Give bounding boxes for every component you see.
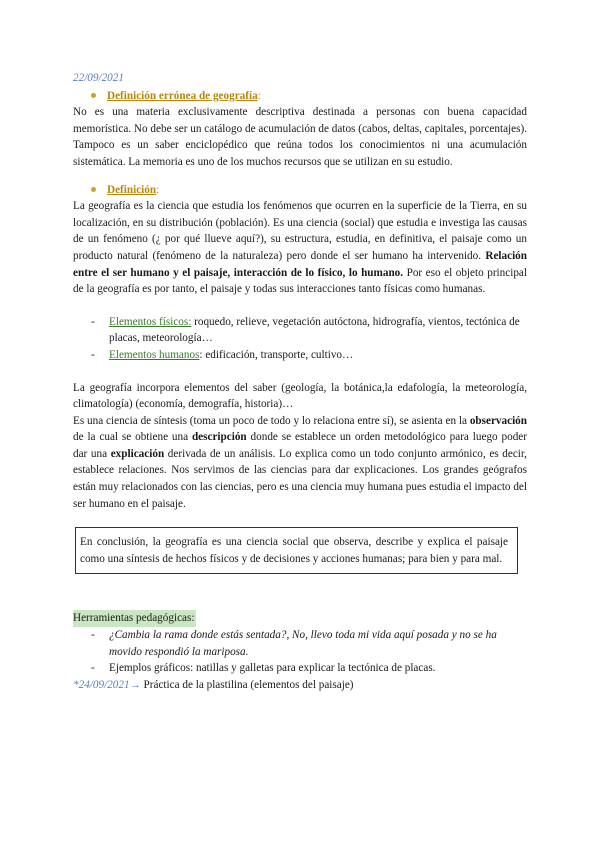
- conclusion-box: [75, 527, 518, 574]
- definition-bold-text: Relación entre el ser humano y el paisaje, interacción de lo físico, lo humano.: [73, 249, 527, 279]
- synthesis-paragraph: [73, 413, 527, 513]
- note-text: Práctica de la plastilina (elementos del paisaje): [140, 678, 354, 691]
- wrong-definition-paragraph: No es una materia exclusivamente descriptiva destinada a personas con buena capacidad memorística. No debe ser un catálogo de acumulación de datos (cabos, deltas, capitales, porcentajes). Tampoco es un saber enciclopédico que reúna todos los conocimientos ni una acumulación sistemática. La memoria es uno de los muchos recursos que se utilizan en su estudio.: [73, 106, 527, 168]
- document-page: [73, 70, 527, 693]
- conclusion-text: En conclusión, la geografía es una ciencia social que observa, describe y explica el paisaje como una síntesis de hechos físicos y de decisiones y acciones humanas; para bien y para mal.: [80, 536, 508, 565]
- list-item-text: : edificación, transporte, cultivo…: [199, 348, 354, 361]
- physical-elements-link[interactable]: Elementos físicos:: [109, 315, 192, 328]
- synthesis-text: derivada de un análisis. Lo explica como un todo conjunto armónico, es decir, establece relaciones. Nos servimos de las ciencias para dar explicaciones. Los grandes geógrafos están muy relacionados con las ciencias, pero es una ciencia muy humana pues estudia el impacto del ser humano en el paisaje.: [73, 447, 527, 510]
- date-heading: 22/09/2021: [73, 72, 124, 84]
- human-elements-link[interactable]: Elementos humanos: [109, 348, 200, 361]
- heading-colon: :: [156, 183, 160, 196]
- bold-observacion: observación: [469, 414, 527, 427]
- definition-text: La geografía es la ciencia que estudia los fenómenos que ocurren en la superficie de la Tierra, en su localización, en su distribución (población). Es una ciencia (social) que estudia e investiga las causas de un fenómeno (¿ por qué llueve aquí?), su estructura, estudia, en definitiva, el paisaje como un producto natural (fenómeno de la naturaleza) pero donde el ser humano ha intervenido.: [73, 200, 527, 262]
- synthesis-text: de la cual se obtiene una: [73, 431, 192, 444]
- heading-colon: :: [257, 89, 261, 102]
- arrow-right-icon: →: [129, 678, 141, 691]
- bold-descripcion: descripción: [191, 431, 247, 444]
- synthesis-text: Es una ciencia de síntesis (toma un poco de todo y lo relaciona entre sí), se asienta en la: [73, 414, 470, 427]
- tools-list: [73, 627, 527, 677]
- sciences-paragraph: La geografía incorpora elementos del saber (geología, la botánica,la edafología, la meteorología, climatología) (economía, demografía, historia)…: [73, 381, 527, 411]
- list-item: [91, 660, 527, 677]
- practice-note: [73, 677, 527, 694]
- heading-text: Definición errónea de geografía: [107, 89, 258, 102]
- section-heading-wrong-definition: [73, 88, 527, 105]
- quote-text: ¿Cambia la rama donde estás sentada?, No, llevo toda mi vida aquí posada y no se ha movido respondió la mariposa.: [109, 629, 497, 658]
- definition-paragraph: [73, 198, 527, 298]
- bullet-icon: [91, 93, 96, 98]
- heading-text: Definición: [107, 183, 157, 196]
- bullet-icon: [91, 187, 96, 192]
- list-item-physical: [91, 314, 527, 347]
- definition-text-end: Por eso el objeto principal de la geografía es por tanto, el paisaje y todas sus interacciones tanto físicas como humanas.: [73, 266, 527, 296]
- list-item-human: [91, 347, 527, 364]
- list-item-text: Ejemplos gráficos: natillas y galletas para explicar la tectónica de placas.: [109, 662, 436, 675]
- synthesis-text: donde se establece un orden metodológico para luego poder dar una: [73, 431, 527, 460]
- note-date: *24/09/2021: [73, 678, 130, 691]
- bold-explicacion: explicación: [110, 447, 165, 460]
- list-item-text: roquedo, relieve, vegetación autóctona, hidrografía, vientos, tectónica de placas, meteorología…: [109, 315, 520, 345]
- elements-list: [73, 314, 527, 364]
- list-item: [91, 627, 527, 660]
- section-heading-definition: [73, 182, 527, 199]
- tools-heading: Herramientas pedagógicas:: [73, 610, 196, 627]
